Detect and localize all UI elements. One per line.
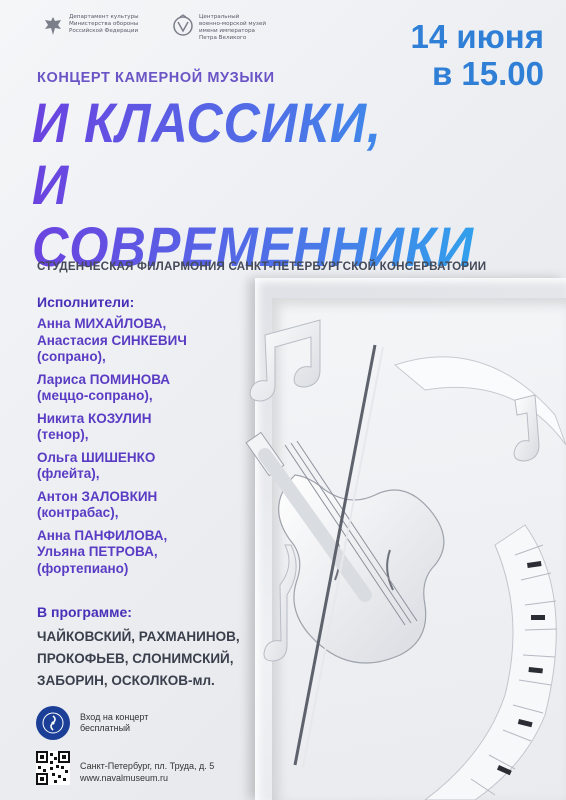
program-line: ЧАЙКОВСКИЙ, РАХМАНИНОВ, <box>37 629 240 644</box>
ministry-logo-text: Департамент культуры Министерства обороны Российской Федерации <box>69 14 139 34</box>
concert-subtitle: КОНЦЕРТ КАМЕРНОЙ МУЗЫКИ <box>37 70 275 86</box>
program-section <box>37 604 277 692</box>
performer-item: Анна ПАНФИЛОВА, Ульяна ПЕТРОВА, (фортепиано) <box>37 527 168 576</box>
performer-item: Антон ЗАЛОВКИН (контрабас), <box>37 488 158 520</box>
music-note-icon <box>250 320 320 401</box>
program-heading: В программе: <box>37 604 132 620</box>
venue-address: Санкт-Петербург, пл. Труда, д. 5 <box>80 761 215 771</box>
organizer-line: СТУДЕНЧЕСКАЯ ФИЛАРМОНИЯ САНКТ-ПЕТЕРБУРГСКОЙ КОНСЕРВАТОРИИ <box>37 260 487 273</box>
paper-art-violin-illustration <box>225 295 566 800</box>
title-line-2: И СОВРЕМЕННИКИ <box>32 153 474 278</box>
website-link[interactable]: www.navalmuseum.ru <box>80 773 169 783</box>
program-line: ПРОКОФЬЕВ, СЛОНИМСКИЙ, <box>37 651 234 666</box>
performers-list <box>37 294 257 583</box>
performer-item: Лариса ПОМИНОВА (меццо-сопрано), <box>37 371 171 403</box>
performer-item: Анна МИХАЙЛОВА, Анастасия СИНКЕВИЧ (сопрано), <box>37 316 187 364</box>
performer-item: Ольга ШИШЕНКО (флейта), <box>37 449 156 481</box>
program-line: ЗАБОРИН, ОСКОЛКОВ-мл. <box>37 673 215 688</box>
museum-monogram-icon <box>172 14 194 38</box>
performers-heading: Исполнители: <box>37 294 135 310</box>
title-line-1: И КЛАССИКИ, <box>32 91 382 154</box>
performer-item: Никита КОЗУЛИН (тенор), <box>37 410 152 442</box>
museum-logo-text: Центральный военно-морской музей имени императора Петра Великого <box>199 14 266 41</box>
concert-title <box>32 92 500 278</box>
event-day: 14 июня <box>410 18 544 55</box>
eagle-emblem-icon <box>42 14 64 38</box>
address-block <box>80 760 214 784</box>
ministry-logo <box>42 14 139 38</box>
event-time: в 15.00 <box>431 55 544 92</box>
free-entry-note: Вход на концерт бесплатный <box>80 712 149 733</box>
music-note-icon <box>514 395 539 461</box>
qr-code-icon[interactable] <box>36 751 70 785</box>
philharmonic-logo-icon <box>36 706 70 740</box>
museum-logo <box>172 14 266 42</box>
event-date <box>410 18 544 92</box>
